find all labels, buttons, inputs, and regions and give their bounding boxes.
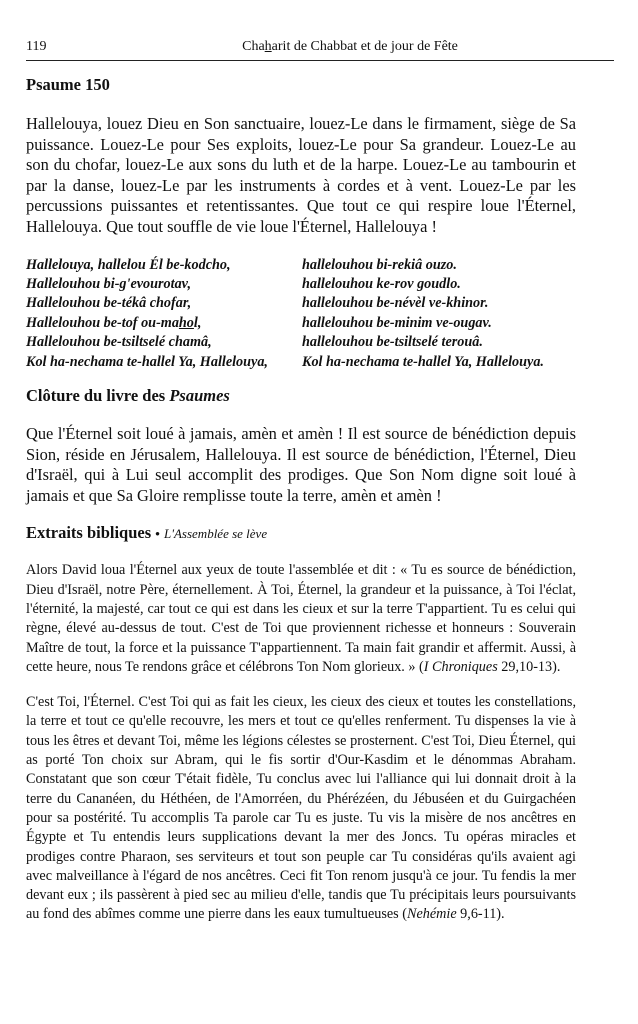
translit-left-line-underlined: ho [178, 314, 194, 331]
translit-left-line: Hallelouhou be-tsiltselé chamâ, [26, 334, 212, 351]
closing-heading-italic: Psaumes [169, 386, 230, 405]
running-header [26, 38, 614, 61]
reference-verses: 9,6-11). [456, 906, 505, 923]
running-title [26, 39, 614, 55]
translit-left-line: Hallelouhou be-tékâ chofar, [26, 295, 192, 312]
translit-right-line: Kol ha-nechama te-hallel Ya, Hallelouya. [302, 353, 544, 370]
extracts-subtitle: L'Assemblée se lève [163, 526, 268, 542]
translit-left-line [26, 314, 302, 333]
transliteration-right-column [302, 256, 576, 372]
reference-book: I Chroniques [423, 658, 498, 675]
page-number: 119 [26, 39, 47, 54]
reference-verses: 29,10-13). [497, 658, 561, 675]
translit-right-line: hallelouhou ke-rov goudlo. [302, 275, 461, 292]
extracts-paragraph-2 [26, 693, 576, 925]
closing-text: Que l'Éternel soit loué à jamais, amèn et amèn ! Il est source de bénédiction depuis Sion, réside en Jérusalem, Hallelouya. Il est source de bénédiction, l'Éternel, Dieu d'Israël, qui à Lui seul accomplit des prodiges. Que Son Nom digne soit loué à jamais et que Sa Gloire remplisse toute la terre, amèn et amèn ! [26, 424, 576, 505]
paragraph-text: Alors David loua l'Éternel aux yeux de toute l'assemblée et dit : « Tu es source de bénédiction, Dieu d'Israël, notre Père, éternellement. À Toi, Éternel, la grandeur et la puissance, à Toi l'éclat, l'éternité, la majesté, car tout ce qui est dans les cieux et sur la terre T'appartient. Tu es celui qui règne, élevé au-dessus de tout. C'est de Toi que proviennent richesse et honneurs : Souverain Maître de tout, la force et la puissance T'appartiennent. Ta main fait grandir et affermit. Aussi, à cette heure, nous Te rendons grâce et célébrons Ton Nom glorieux. » ( [26, 562, 576, 675]
bullet-icon: • [155, 526, 160, 542]
translit-left-line-end: l, [193, 314, 202, 331]
transliteration-block [26, 256, 576, 372]
extracts-heading-title: Extraits bibliques [26, 523, 152, 543]
translit-left-line: Hallelouya, hallelou Él be-kodcho, [26, 256, 231, 273]
extracts-paragraph-1 [26, 561, 576, 677]
translit-left-line-part: Hallelouhou be-tof ou-ma [26, 314, 179, 331]
running-title-pre: Cha [242, 39, 265, 54]
transliteration-left-column [26, 256, 302, 372]
paragraph-text: C'est Toi, l'Éternel. C'est Toi qui as fait les cieux, les cieux des cieux et toutes les constellations, la terre et tout ce qu'elle recouvre, les mers et tout ce qu'elles renferment. Tu dispenses la vie à tous les êtres et devant Toi, même les légions célestes se prosternent. C'est Toi, Dieu Éternel, qui as porté Ton choix sur Abram, qui le fis sortir d'Our-Kasdim et le dénommas Abraham. Constatant que son cœur T'était fidèle, Tu conclus avec lui l'alliance qui lui donnait droit à la terre du Cananéen, du Héthéen, de l'Amorréen, du Phérézéen, du Jébuséen et du Guirgachéen pour sa postérité. Tu accomplis Ta parole car Tu es juste. Tu vis la misère de nos ancêtres en Égypte et Tu entendis leurs supplications devant la mer des Joncs. Tu opéras miracles et prodiges contre Pharaon, ses serviteurs et tout son peuple car Tu considéras qu'ils avaient agi avec malveillance à l'égard de nos ancêtres. Ceci fit Ton renom jusqu'à ce jour. Tu fendis la mer devant eux ; ils passèrent à pied sec au milieu d'elle, tandis que Tu précipitais leurs poursuivants au fond des abîmes comme une pierre dans les eaux tumultueuses ( [26, 694, 576, 923]
running-title-underlined: h [264, 39, 272, 54]
translit-left-line: Kol ha-nechama te-hallel Ya, Hallelouya, [26, 353, 268, 370]
running-title-post: arit de Chabbat et de jour de Fête [271, 39, 458, 54]
translit-right-line: hallelouhou be-tsiltselé terouâ. [302, 334, 483, 351]
translit-left-line: Hallelouhou bi-g'evourotav, [26, 275, 191, 292]
closing-heading-prefix: Clôture du livre des [26, 386, 170, 405]
psalm-150-text: Hallelouya, louez Dieu en Son sanctuaire, louez-Le dans le firmament, siège de Sa puissance. Louez-Le pour Ses exploits, louez-Le pour Sa grandeur. Louez-Le au son du chofar, louez-Le aux sons du luth et de la harpe. Louez-Le au tambourin et par la danse, louez-Le par les instruments à cordes et à vent. Louez-Le par les percussions puissantes et retentissantes. Que tout ce qui respire loue l'Éternel, Hallelouya. Que tout souffle de vie loue l'Éternel, Hallelouya ! [26, 114, 576, 236]
extracts-heading [26, 522, 576, 545]
page-body [26, 74, 576, 925]
psalm-150-heading: Psaume 150 [26, 75, 110, 94]
closing-heading [26, 385, 576, 407]
translit-right-line: hallelouhou be-minim ve-ougav. [302, 314, 492, 331]
translit-right-line: hallelouhou be-névèl ve-khinor. [302, 295, 489, 312]
translit-right-line: hallelouhou bi-rekiâ ouzo. [302, 256, 457, 273]
reference-book: Nehémie [406, 906, 457, 923]
